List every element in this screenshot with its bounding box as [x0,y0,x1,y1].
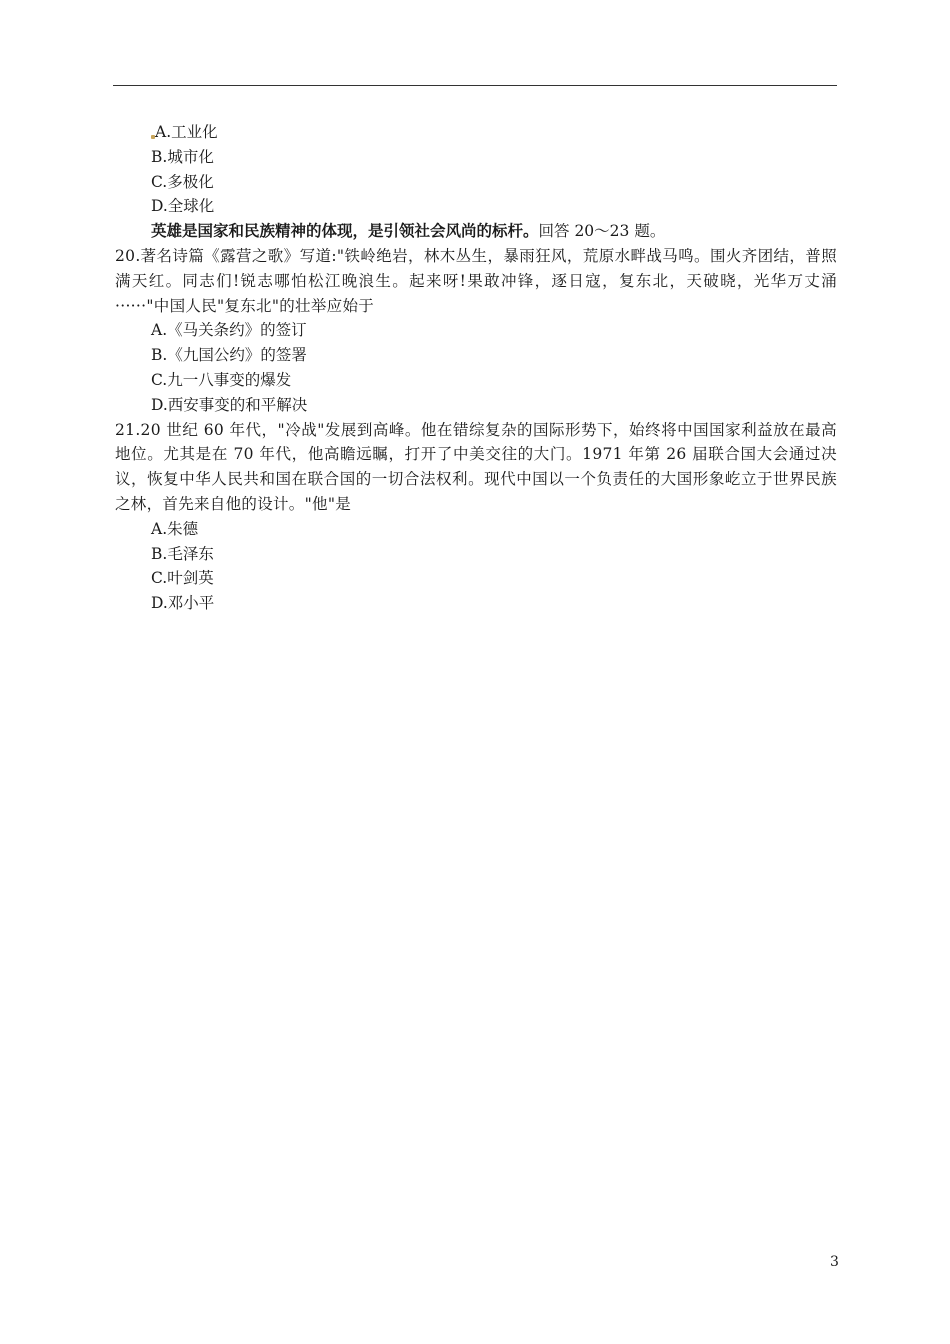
q19-option-c: C.多极化 [151,172,214,191]
q21-option-d: D.邓小平 [151,594,215,613]
section-intro-bold: 英雄是国家和民族精神的体现，是引领社会风尚的标杆。 [151,221,539,241]
q21-option-a: A.朱德 [151,519,199,538]
document-body [115,120,837,616]
q19-option-a: A.工业化 [115,120,837,145]
page-number: 3 [830,1254,839,1270]
q19-option-d: D.全球化 [151,197,215,216]
q20-option-a: A.《马关条约》的签订 [151,321,307,340]
section-intro-normal: 回答 20～23 题。 [538,222,666,241]
q20-stem: 20.著名诗篇《露营之歌》写道:"铁岭绝岩，林木丛生，暴雨狂风，荒原水畔战马鸣。围火齐团结，普照满天红。同志们!锐志哪怕松江晚浪生。起来呀!果敢冲锋，逐日寇，复东北，天破晓，光华万丈涌······"中国人民"复东北"的壮举应始于 [115,246,837,315]
section-intro [115,219,837,244]
header-rule [113,85,837,86]
q20-option-b: B.《九国公约》的签署 [151,346,307,365]
q21-option-c: C.叶剑英 [151,569,214,588]
q21-stem: 21.20 世纪 60 年代，"冷战"发展到高峰。他在错综复杂的国际形势下，始终将中国国家利益放在最高地位。尤其是在 70 年代，他高瞻远瞩，打开了中美交往的大门。1971 年第 26 届联合国大会通过决议，恢复中华人民共和国在联合国的一切合法权利。现代中国以一个负责任的大国形象屹立于世界民族之林，首先来自他的设计。"他"是 [115,420,837,513]
q19-option-b: B.城市化 [151,147,214,166]
q21-option-b: B.毛泽东 [151,544,214,563]
q20-option-d: D.西安事变的和平解决 [151,395,308,414]
q20-option-c: C.九一八事变的爆发 [151,370,292,389]
